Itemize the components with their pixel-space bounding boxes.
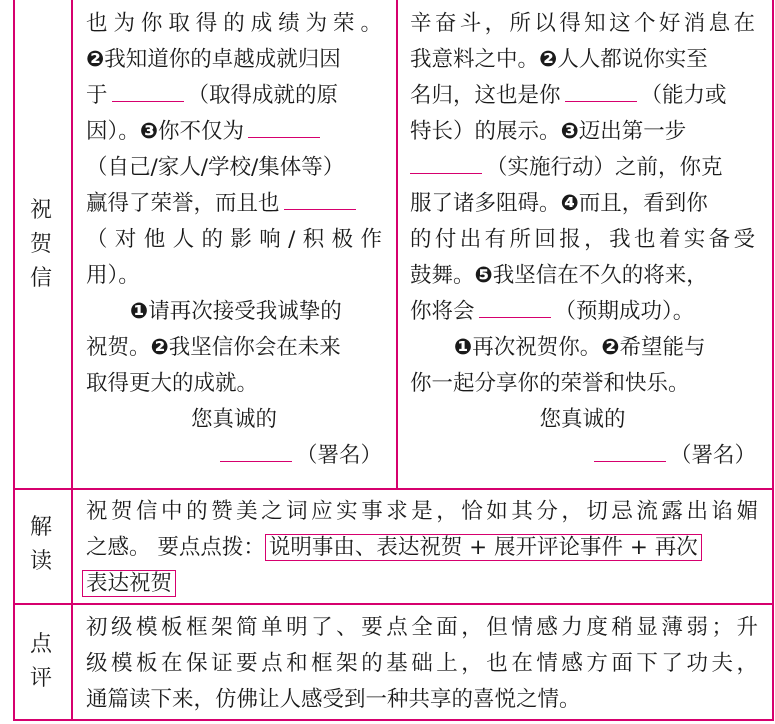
- text-line: 特长）的展示。❸迈出第一步: [410, 119, 687, 144]
- text-line: 你将会 （预期成功）。: [410, 299, 695, 324]
- text-line: ❶再次祝贺你。❷希望能与: [454, 335, 706, 360]
- number-2-icon: ❷: [601, 335, 620, 360]
- row-divider-2: [13, 603, 773, 605]
- fill-blank[interactable]: [410, 155, 482, 174]
- text-line: 也为你取得的成绩为荣。: [86, 11, 382, 36]
- number-3-icon: ❸: [560, 119, 579, 144]
- closing-sincerely: 您真诚的: [539, 407, 626, 432]
- row-label-interpretation: [6, 500, 76, 590]
- signature-line: （署名）: [86, 438, 382, 474]
- label-char: 点: [29, 632, 52, 657]
- signature-line: （署名）: [410, 438, 755, 474]
- fill-blank[interactable]: [248, 119, 320, 138]
- label-char: 信: [29, 266, 52, 291]
- interpretation-cell: [86, 494, 758, 602]
- text-line: 鼓舞。❺我坚信在不久的将来，: [410, 263, 708, 288]
- table-border-bottom: [13, 719, 773, 721]
- label-char: 祝: [29, 198, 52, 223]
- text-line: （自己/家人/学校/集体等）: [86, 155, 345, 180]
- text-line: 通篇读下来，仿佛让人感受到一种共享的喜悦之情。: [86, 687, 581, 712]
- label-char: 解: [29, 515, 52, 540]
- basic-template-cell: [86, 6, 382, 474]
- text-line: 初级模板框架简单明了、要点全面，但情感力度稍显薄弱；升: [86, 615, 758, 640]
- label-char: 贺: [29, 232, 52, 257]
- fill-blank[interactable]: [112, 83, 184, 102]
- fill-blank[interactable]: [284, 191, 356, 210]
- text-line: 的付出有所回报，我也着实备受: [410, 227, 755, 252]
- label-char: 评: [29, 666, 52, 691]
- text-line: 赢得了荣誉，而且也: [86, 186, 382, 222]
- text-line: 我意料之中。❷人人都说你实至: [410, 47, 708, 72]
- advanced-template-cell: [410, 6, 755, 474]
- text-line: 于 （取得成就的原: [86, 83, 339, 108]
- number-2-icon: ❷: [86, 47, 105, 72]
- table-border-left: [13, 0, 15, 721]
- number-1-icon: ❶: [130, 299, 149, 324]
- text-line: 之感。 要点点拨： 说明事由、表达祝贺 + 展开评论事件 + 再次: [86, 530, 758, 566]
- label-char: 读: [29, 549, 52, 574]
- letter-column-divider: [396, 0, 398, 488]
- key-points-highlight: 说明事由、表达祝贺 + 展开评论事件 + 再次: [265, 534, 702, 561]
- number-3-icon: ❸: [139, 119, 158, 144]
- text-line: ❶请再次接受我诚挚的: [130, 299, 342, 324]
- number-4-icon: ❹: [560, 191, 579, 216]
- text-line: 祝贺。❷我坚信你会在未来: [86, 335, 341, 360]
- text-line: （实施行动）之前，你克: [410, 150, 755, 186]
- fill-blank[interactable]: [594, 443, 666, 462]
- key-points-highlight: 表达祝贺: [82, 570, 176, 597]
- number-2-icon: ❷: [539, 47, 558, 72]
- text-line: 因）。❸你不仅为: [86, 114, 382, 150]
- label-column-divider: [71, 0, 73, 721]
- text-line: 祝贺信中的赞美之词应实事求是，恰如其分，切忌流露出谄媚: [86, 499, 758, 524]
- text-line: 辛奋斗，所以得知这个好消息在: [410, 11, 755, 36]
- text-line: ❷我知道你的卓越成就归因: [86, 47, 341, 72]
- row-divider-1: [13, 488, 773, 490]
- number-5-icon: ❺: [474, 263, 493, 288]
- text-line: 名归，这也是你 （能力或: [410, 83, 727, 108]
- number-1-icon: ❶: [454, 335, 473, 360]
- text-line: [86, 566, 758, 602]
- text-line: 你一起分享你的荣誉和快乐。: [410, 371, 690, 396]
- text-line: 级模板在保证要点和框架的基础上，也在情感方面下了功夫，: [86, 651, 758, 676]
- fill-blank[interactable]: [565, 83, 637, 102]
- row-label-comment: [6, 617, 76, 707]
- closing-sincerely: 您真诚的: [190, 407, 277, 432]
- number-2-icon: ❷: [150, 335, 169, 360]
- table-border-right: [772, 0, 774, 721]
- fill-blank[interactable]: [220, 443, 292, 462]
- comment-cell: [86, 610, 758, 718]
- text-line: 服了诸多阻碍。❹而且，看到你: [410, 191, 708, 216]
- text-line: 用）。: [86, 263, 140, 288]
- text-line: （对他人的影响/积极作: [86, 227, 382, 252]
- fill-blank[interactable]: [479, 299, 551, 318]
- row-label-congrats: [6, 190, 76, 300]
- text-line: 取得更大的成就。: [86, 371, 259, 396]
